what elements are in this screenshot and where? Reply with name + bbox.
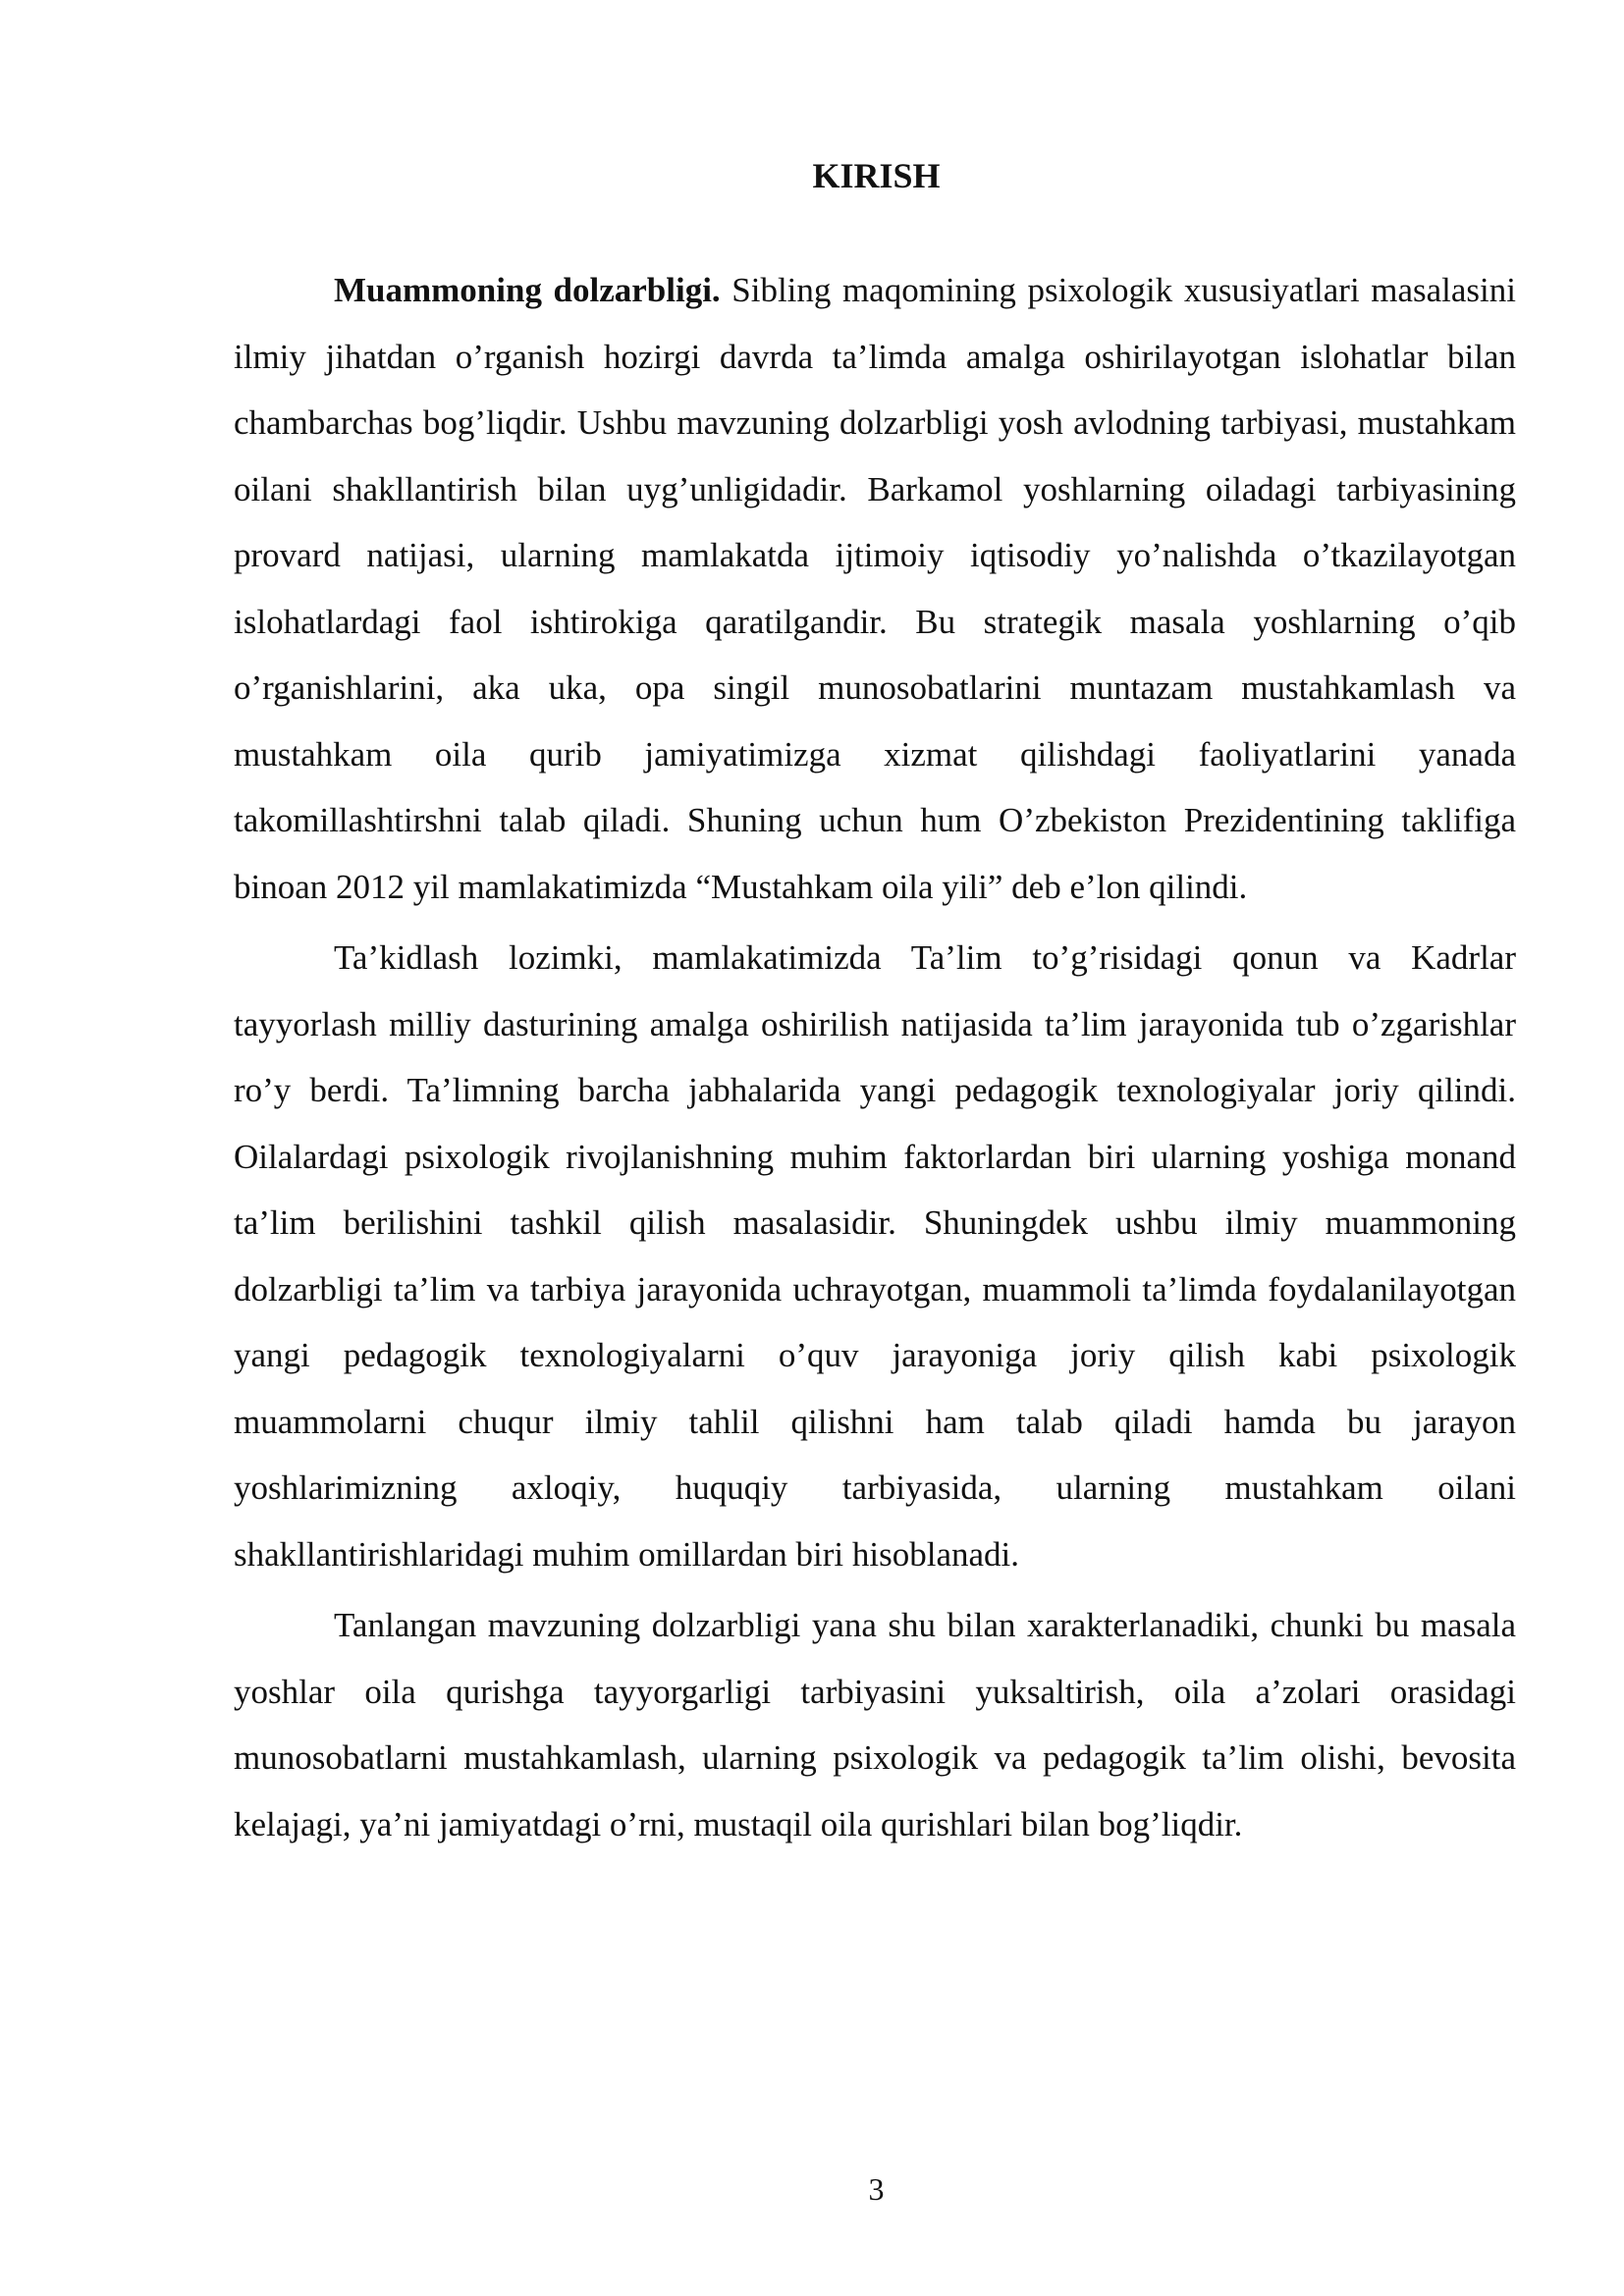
body-text: [234, 257, 1516, 1862]
paragraph-relevance: [234, 257, 1516, 920]
page-title: KIRISH: [812, 156, 941, 195]
paragraph-education-reforms: Ta’kidlash lozimki, mamlakatimizda Ta’lim to’g’risidagi qonun va Kadrlar tayyorlash milliy dasturining amalga oshirilish natijasida ta’lim jarayonida tub o’zgarishlar ro’y berdi. Ta’limning barcha jabhalarida yangi pedagogik texnologiyalar joriy qilindi. Oilalardagi psixologik rivojlanishning muhim faktorlardan biri ularning yoshiga monand ta’lim berilishini tashkil qilish masalasidir. Shuningdek ushbu ilmiy muammoning dolzarbligi ta’lim va tarbiya jarayonida uchrayotgan, muammoli ta’limda foydalanilayotgan yangi pedagogik texnologiyalarni o’quv jarayoniga joriy qilish kabi psixologik muammolarni chuqur ilmiy tahlil qilishni ham talab qiladi hamda bu jarayon yoshlarimizning axloqiy, huquqiy tarbiyasida, ularning mustahkam oilani shakllantirishlaridagi muhim omillardan biri hisoblanadi.: [234, 938, 1516, 1574]
page-number: 3: [868, 2171, 885, 2207]
paragraph-topic-significance: Tanlangan mavzuning dolzarbligi yana shu bilan xarakterlanadiki, chunki bu masala yoshlar oila qurishga tayyorgarligi tarbiyasini yuksaltirish, oila a’zolari orasidagi munosobatlarni mustahkamlash, ularning psixologik va pedagogik ta’lim olishi, bevosita kelajagi, ya’ni jamiyatdagi o’rni, mustaqil oila qurishlari bilan bog’liqdir.: [234, 1606, 1516, 1843]
paragraph-lead-heading: Muammoning dolzarbligi.: [334, 271, 721, 309]
paragraph-text: Sibling maqomining psixologik xususiyatlari masalasini ilmiy jihatdan o’rganish hozirgi davrda ta’limda amalga oshirilayotgan islohatlar bilan chambarchas bog’liqdir. Ushbu mavzuning dolzarbligi yosh avlodning tarbiyasi, mustahkam oilani shakllantirish bilan uyg’unligidadir. Barkamol yoshlarning oiladagi tarbiyasining provard natijasi, ularning mamlakatda ijtimoiy iqtisodiy yo’nalishda o’tkazilayotgan islohatlardagi faol ishtirokiga qaratilgandir. Bu strategik masala yoshlarning o’qib o’rganishlarini, aka uka, opa singil munosobatlarini muntazam mustahkamlash va mustahkam oila qurib jamiyatimizga xizmat qilishdagi faoliyatlarini yanada takomillashtirshni talab qiladi. Shuning uchun hum O’zbekiston Prezidentining taklifiga binoan 2012 yil mamlakatimizda “Mustahkam oila yili” deb e’lon qilindi.: [234, 271, 1516, 906]
